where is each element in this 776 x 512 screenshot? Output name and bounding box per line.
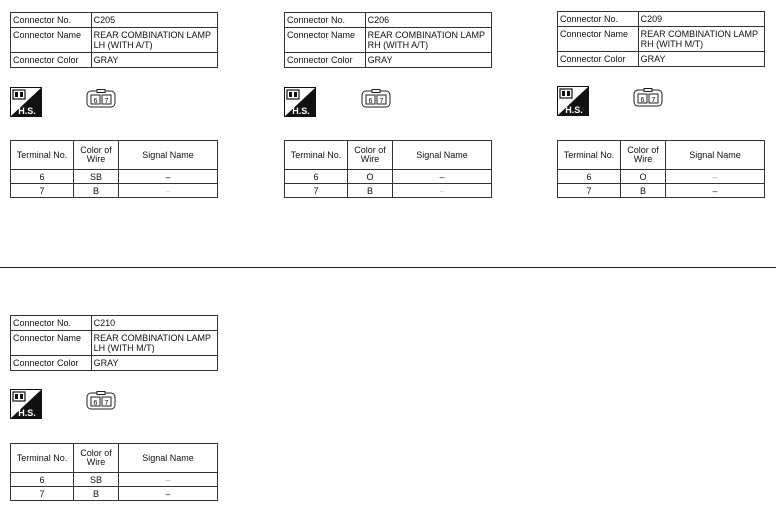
connector-no-value: C206 [365,13,491,28]
connector-no-value: C209 [638,12,764,27]
connector-color-label: Connector Color [11,53,92,68]
connector-no-value: C205 [91,13,217,28]
pin-label: 6 [93,98,98,105]
terminal-no-header: Terminal No. [11,141,74,170]
terminal-no-cell: 6 [11,170,74,184]
color-of-wire-header: Color of Wire [621,141,666,170]
terminal-no-cell: 6 [11,473,74,487]
connector-face-icon [361,89,391,109]
connector-color-label: Connector Color [558,52,639,67]
terminal-no-cell: 7 [285,184,348,198]
section-divider [0,267,776,268]
hs-badge-text: H.S. [292,106,310,116]
signal-name-header: Signal Name [666,141,765,170]
signal-name-cell: – [393,170,492,184]
wire-color-cell: B [621,184,666,198]
terminal-no-header: Terminal No. [285,141,348,170]
connector-face-icon [86,89,116,109]
wire-color-cell: O [621,170,666,184]
signal-name-cell: – [119,473,218,487]
pin-label: 6 [93,400,98,407]
terminal-table [10,443,218,501]
connector-name-label: Connector Name [11,28,92,53]
connector-no-value: C210 [91,316,217,331]
connector-color-label: Connector Color [285,53,366,68]
terminal-table [557,140,765,198]
pin-label: 7 [379,98,384,105]
connector-info-table [10,12,218,68]
hs-badge-text: H.S. [565,105,583,115]
wire-color-cell: SB [74,170,119,184]
table-row [11,473,218,487]
connector-name-label: Connector Name [285,28,366,53]
signal-name-cell: – [119,487,218,501]
terminal-no-cell: 7 [11,184,74,198]
signal-name-header: Signal Name [393,141,492,170]
connector-info-table [284,12,492,68]
terminal-table [10,140,218,198]
table-row [285,184,492,198]
signal-name-cell: – [666,184,765,198]
connector-info-table [557,11,765,67]
table-row [11,487,218,501]
connector-color-value: GRAY [91,356,217,371]
terminal-no-header: Terminal No. [558,141,621,170]
wire-color-cell: B [74,184,119,198]
terminal-no-header: Terminal No. [11,444,74,473]
connector-name-value: REAR COMBINATION LAMP RH (WITH A/T) [365,28,491,53]
connector-info-table [10,315,218,371]
table-row [11,170,218,184]
wire-color-cell: B [74,487,119,501]
table-row [11,184,218,198]
wire-color-cell: SB [74,473,119,487]
hs-badge-text: H.S. [18,106,36,116]
signal-name-header: Signal Name [119,444,218,473]
connector-name-label: Connector Name [558,27,639,52]
harness-side-icon [284,87,316,117]
harness-side-icon [10,389,42,419]
color-of-wire-header: Color of Wire [74,141,119,170]
connector-color-value: GRAY [638,52,764,67]
connector-face-icon [633,88,663,108]
connector-no-label: Connector No. [11,316,92,331]
terminal-no-cell: 6 [285,170,348,184]
signal-name-cell: – [393,184,492,198]
table-row [285,170,492,184]
harness-side-icon [10,87,42,117]
connector-no-label: Connector No. [11,13,92,28]
signal-name-cell: – [119,170,218,184]
connector-name-value: REAR COMBINATION LAMP RH (WITH M/T) [638,27,764,52]
connector-name-value: REAR COMBINATION LAMP LH (WITH M/T) [91,331,217,356]
pin-label: 7 [104,98,109,105]
connector-no-label: Connector No. [558,12,639,27]
connector-name-value: REAR COMBINATION LAMP LH (WITH A/T) [91,28,217,53]
connector-color-value: GRAY [91,53,217,68]
connector-no-label: Connector No. [285,13,366,28]
hs-badge-text: H.S. [18,408,36,418]
connector-name-label: Connector Name [11,331,92,356]
color-of-wire-header: Color of Wire [348,141,393,170]
color-of-wire-header: Color of Wire [74,444,119,473]
connector-color-label: Connector Color [11,356,92,371]
connector-face-icon [86,391,116,411]
pin-label: 7 [651,97,656,104]
signal-name-header: Signal Name [119,141,218,170]
pin-label: 6 [368,98,373,105]
terminal-no-cell: 7 [11,487,74,501]
table-row [558,170,765,184]
signal-name-cell: – [119,184,218,198]
pin-label: 6 [640,97,645,104]
signal-name-cell: – [666,170,765,184]
terminal-no-cell: 7 [558,184,621,198]
harness-side-icon [557,86,589,116]
wire-color-cell: B [348,184,393,198]
table-row [558,184,765,198]
terminal-table [284,140,492,198]
pin-label: 7 [104,400,109,407]
terminal-no-cell: 6 [558,170,621,184]
wire-color-cell: O [348,170,393,184]
connector-color-value: GRAY [365,53,491,68]
